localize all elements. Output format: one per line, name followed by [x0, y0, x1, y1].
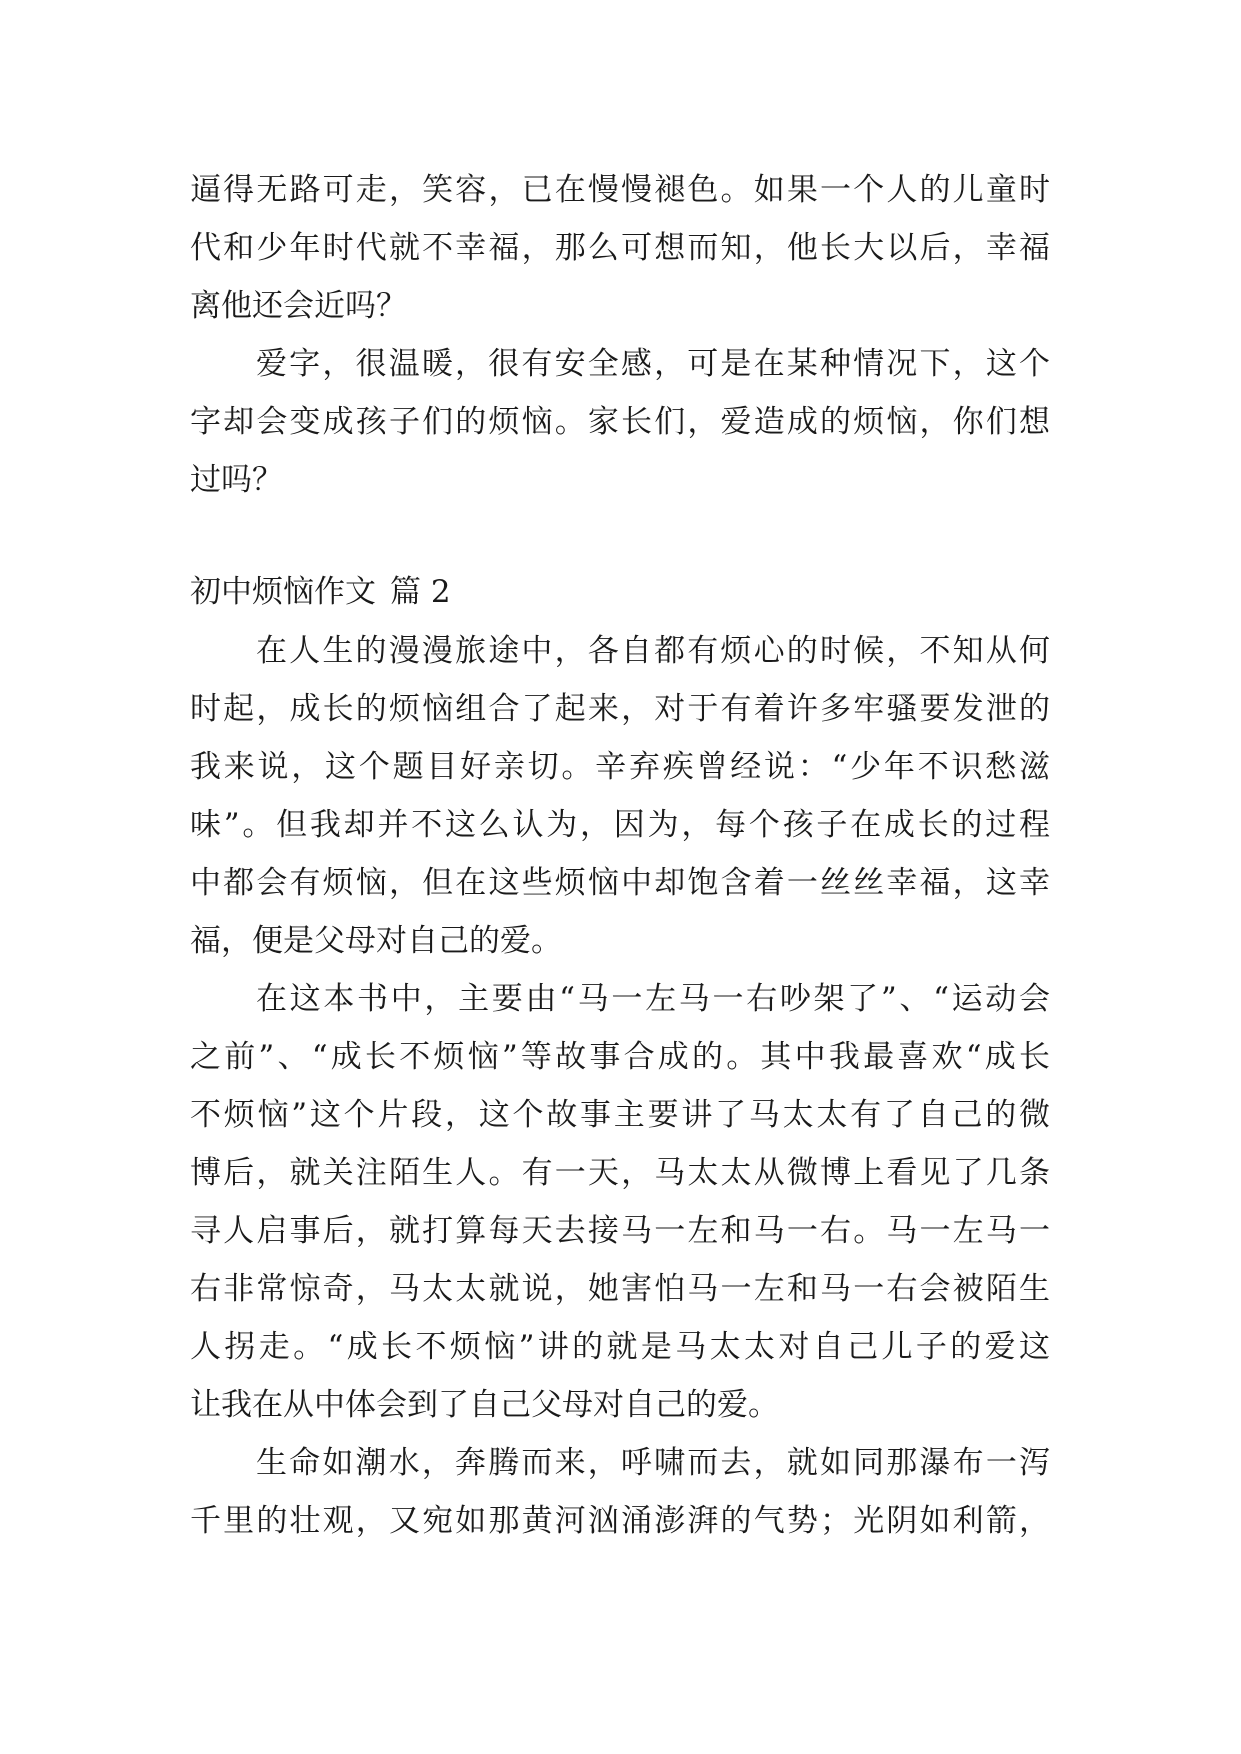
paragraph-line: 右非常惊奇，马太太就说，她害怕马一左和马一右会被陌生	[190, 1271, 1050, 1307]
section-number: 篇 2	[390, 574, 451, 610]
paragraph-line: 博后，就关注陌生人。有一天，马太太从微博上看见了几条	[190, 1155, 1050, 1191]
paragraph-line: 福，便是父母对自己的爱。	[190, 923, 562, 959]
section-title: 初中烦恼作文	[190, 574, 376, 610]
paragraph-line: 让我在从中体会到了自己父母对自己的爱。	[190, 1387, 779, 1423]
section-heading	[190, 562, 451, 622]
paragraph-line: 不烦恼”这个片段，这个故事主要讲了马太太有了自己的微	[190, 1097, 1050, 1133]
paragraph-line: 之前”、“成长不烦恼”等故事合成的。其中我最喜欢“成长	[190, 1039, 1050, 1075]
paragraph-line: 中都会有烦恼，但在这些烦恼中却饱含着一丝丝幸福，这幸	[190, 865, 1050, 901]
paragraph-line: 味”。但我却并不这么认为，因为，每个孩子在成长的过程	[190, 807, 1050, 843]
paragraph-line: 生命如潮水，奔腾而来，呼啸而去，就如同那瀑布一泻	[256, 1445, 1050, 1481]
paragraph-line: 时起，成长的烦恼组合了起来，对于有着许多牢骚要发泄的	[190, 691, 1050, 727]
paragraph-line: 代和少年时代就不幸福，那么可想而知，他长大以后，幸福	[190, 230, 1050, 266]
paragraph-line: 逼得无路可走，笑容，已在慢慢褪色。如果一个人的儿童时	[190, 172, 1050, 208]
paragraph-line: 在人生的漫漫旅途中，各自都有烦心的时候，不知从何	[256, 633, 1050, 669]
paragraph-line: 人拐走。“成长不烦恼”讲的就是马太太对自己儿子的爱这	[190, 1329, 1050, 1365]
paragraph-line: 字却会变成孩子们的烦恼。家长们，爱造成的烦恼，你们想	[190, 404, 1050, 440]
paragraph-line: 寻人启事后，就打算每天去接马一左和马一右。马一左马一	[190, 1213, 1050, 1249]
paragraph-line: 过吗？	[190, 462, 283, 498]
paragraph-line: 我来说，这个题目好亲切。辛弃疾曾经说：“少年不识愁滋	[190, 749, 1050, 785]
paragraph-line: 爱字，很温暖，很有安全感，可是在某种情况下，这个	[256, 346, 1050, 382]
paragraph-line: 千里的壮观，又宛如那黄河汹涌澎湃的气势；光阴如利箭，	[190, 1503, 1050, 1539]
paragraph-line: 在这本书中，主要由“马一左马一右吵架了”、“运动会	[256, 981, 1050, 1017]
paragraph-line: 离他还会近吗？	[190, 288, 407, 324]
